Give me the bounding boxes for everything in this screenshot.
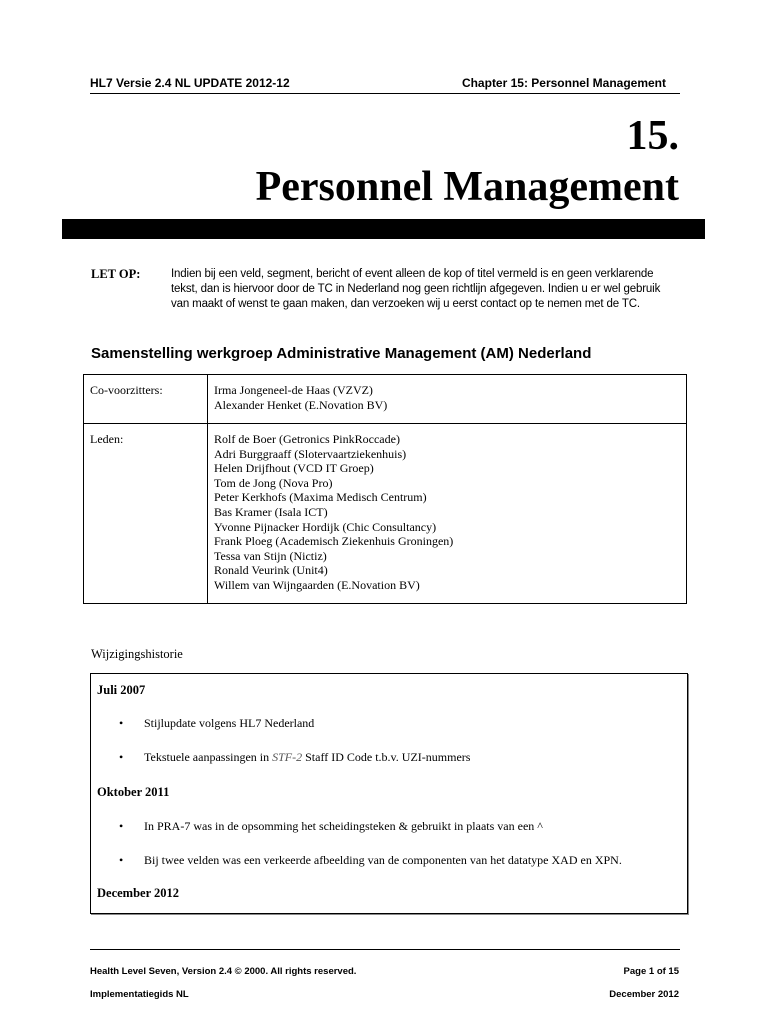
bullet-icon: •	[119, 716, 124, 730]
history-item: In PRA-7 was in de opsomming het scheidingsteken & gebruikt in plaats van een ^	[144, 819, 543, 833]
workgroup-table	[83, 374, 687, 604]
member-name: Frank Ploeg (Academisch Ziekenhuis Groningen)	[214, 534, 454, 549]
footer-divider	[90, 949, 680, 950]
chair-name: Alexander Henket (E.Novation BV)	[214, 397, 388, 412]
note-text: Indien bij een veld, segment, bericht of event alleen de kop of titel vermeld is en geen verklarende tekst, dan is hiervoor door de TC in Nederland nog geen richtlijn afgegeven. Indien u er wel gebruik van maakt of wenst te gaan maken, dan verzoeken wij u eerst contact op te nemen met de TC.	[171, 268, 661, 310]
member-name: Tessa van Stijn (Nictiz)	[214, 548, 327, 563]
member-name: Rolf de Boer (Getronics PinkRoccade)	[214, 432, 400, 446]
chapter-title: Personnel Management	[255, 164, 679, 210]
history-item-suffix: Staff ID Code t.b.v. UZI-nummers	[302, 750, 471, 764]
history-title: Wijzigingshistorie	[91, 647, 183, 661]
member-name: Yvonne Pijnacker Hordijk (Chic Consultancy)	[214, 519, 437, 534]
member-name: Tom de Jong (Nova Pro)	[214, 475, 333, 490]
header-document-version: HL7 Versie 2.4 NL UPDATE 2012-12	[90, 76, 290, 90]
footer-page-number: Page 1 of 15	[623, 966, 679, 977]
page-header	[90, 76, 680, 94]
section-heading: Samenstelling werkgroep Administrative Management (AM) Nederland	[91, 345, 592, 362]
members-list	[208, 424, 687, 604]
bullet-icon: •	[119, 853, 124, 867]
footer-copyright: Health Level Seven, Version 2.4 © 2000. All rights reserved.	[90, 966, 357, 977]
table-row	[84, 424, 687, 604]
history-item: Bij twee velden was een verkeerde afbeelding van de componenten van het datatype XAD en XPN.	[144, 853, 622, 867]
history-item-prefix: Tekstuele aanpassingen in	[144, 750, 273, 764]
field-reference-link[interactable]: STF-2	[272, 750, 303, 764]
note-label: LET OP:	[91, 267, 141, 281]
bullet-icon: •	[119, 819, 124, 833]
header-chapter-title: Chapter 15: Personnel Management	[461, 76, 666, 90]
member-name: Helen Drijfhout (VCD IT Groep)	[214, 461, 374, 476]
bullet-icon: •	[119, 750, 124, 764]
chair-name: Irma Jongeneel-de Haas (VZVZ)	[214, 383, 373, 397]
chairs-label: Co-voorzitters:	[84, 375, 208, 424]
member-name: Adri Burggraaff (Slotervaartziekenhuis)	[214, 446, 407, 461]
history-heading: December 2012	[97, 886, 180, 900]
table-row	[84, 375, 687, 424]
member-name: Willem van Wijngaarden (E.Novation BV)	[214, 577, 420, 592]
chapter-number: 15.	[626, 113, 679, 159]
member-name: Bas Kramer (Isala ICT)	[214, 504, 328, 519]
history-heading: Juli 2007	[97, 683, 146, 697]
history-heading: Oktober 2011	[97, 785, 170, 799]
members-label: Leden:	[84, 424, 208, 604]
footer-date: December 2012	[609, 989, 679, 1000]
title-rule-bar	[62, 219, 705, 239]
change-history-box	[90, 673, 688, 914]
member-name: Ronald Veurink (Unit4)	[214, 563, 328, 578]
footer-guide-name: Implementatiegids NL	[90, 989, 189, 1000]
history-item: Stijlupdate volgens HL7 Nederland	[144, 716, 315, 730]
member-name: Peter Kerkhofs (Maxima Medisch Centrum)	[214, 490, 427, 505]
chairs-list	[208, 375, 687, 424]
history-item	[144, 750, 470, 765]
